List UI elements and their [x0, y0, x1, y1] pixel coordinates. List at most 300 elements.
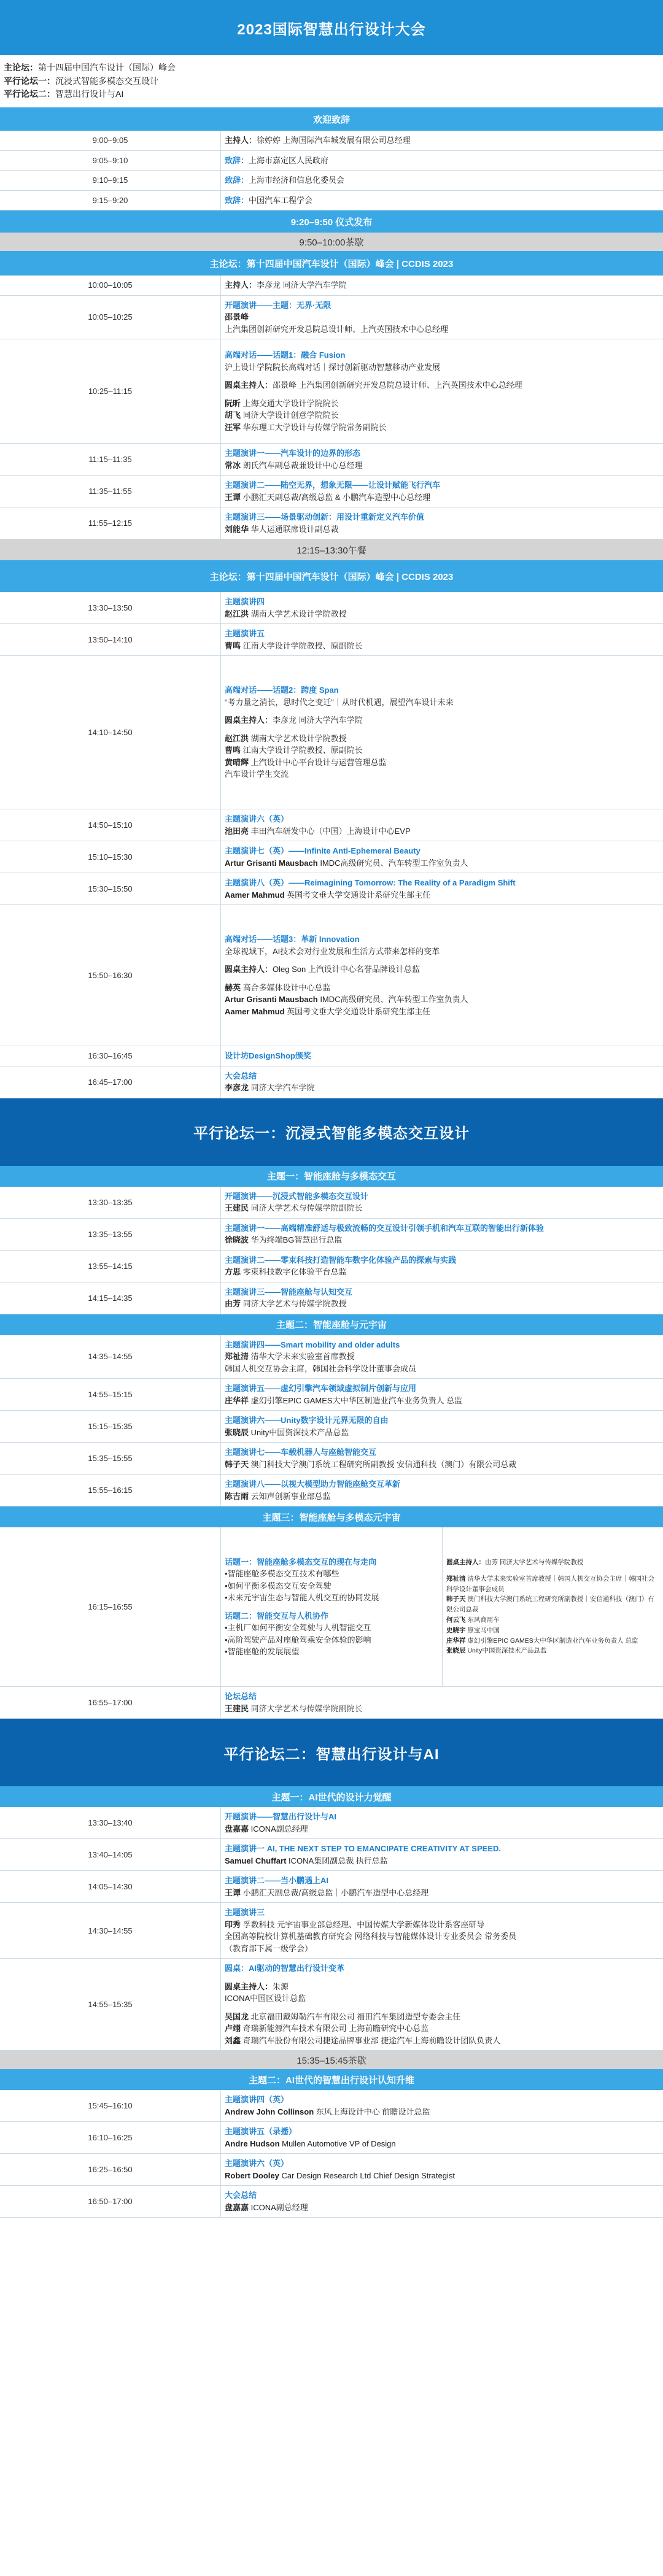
speaker-name: 胡飞 — [225, 411, 241, 420]
session-title[interactable]: 大会总结 — [225, 1071, 257, 1081]
speaker-name: 赵江洪 — [225, 609, 249, 619]
time-slot: 13:40–14:05 — [0, 1839, 221, 1870]
description-text: 由芳 同济大学艺术与传媒学院教授 — [485, 1558, 584, 1566]
session-content — [221, 1903, 663, 1958]
description-text: 澳门科技大学澳门系统工程研究所副教授 安信通科技（澳门）有限公司总裁 — [249, 1459, 517, 1469]
spacer — [446, 1568, 659, 1574]
time-slot: 14:35–14:55 — [0, 1335, 221, 1379]
content-line — [225, 714, 659, 727]
time-slot: 16:25–16:50 — [0, 2154, 221, 2185]
session-title[interactable]: 主题演讲三 — [225, 1908, 265, 1918]
content-line — [225, 1395, 659, 1407]
content-line — [225, 155, 659, 167]
speaker-name: 盘嘉嘉 — [225, 2202, 249, 2212]
session-content — [221, 276, 663, 295]
content-line — [225, 523, 659, 536]
content-line — [225, 460, 659, 472]
spacer — [225, 957, 659, 963]
session-content — [221, 656, 663, 809]
theme-header: 主题二：智能座舱与元宇宙 — [0, 1314, 663, 1335]
description-text: 华东理工大学设计与传媒学院常务副院长 — [241, 422, 387, 432]
session-content — [221, 171, 663, 190]
session-title[interactable]: 主题演讲五 — [225, 629, 265, 639]
description-text: （教育部下属一级学会） — [225, 1943, 313, 1953]
session-title[interactable]: 圆桌：AI驱动的智慧出行设计变革 — [225, 1964, 345, 1973]
speaker-name: 常冰 — [225, 460, 241, 470]
time-slot: 14:05–14:30 — [0, 1871, 221, 1902]
session-title[interactable]: 主题演讲一——高端精准舒适与极致流畅的交互设计引领手机和汽车互联的智能出行新体验 — [225, 1223, 545, 1233]
session-title[interactable]: 主题演讲三——智能座舱与认知交互 — [225, 1287, 353, 1297]
session-content — [221, 131, 663, 150]
session-title[interactable]: 高端对话——话题3：革新 Innovation — [225, 935, 360, 944]
session-title[interactable]: 主题演讲三——场景驱动创新：用设计重新定义汽车价值 — [225, 512, 425, 522]
session-content — [221, 1046, 663, 1066]
speaker-name: 庄华祥 — [446, 1637, 466, 1645]
time-slot: 13:35–13:55 — [0, 1219, 221, 1250]
agenda-row — [0, 171, 663, 191]
speaker-name: 王谭 — [225, 492, 241, 502]
description-text: 全国高等院校计算机基础教育研究会 网络科技与智能媒体设计专业委员会 常务委员 — [225, 1932, 517, 1942]
session-title[interactable]: 主题演讲四（英） — [225, 2095, 289, 2105]
content-line — [225, 696, 659, 709]
content-line — [225, 1339, 659, 1351]
session-title[interactable]: 话题二：智能交互与人机协作 — [225, 1611, 329, 1621]
speaker-name: 赵江洪 — [225, 733, 249, 743]
content-line — [225, 1962, 659, 1975]
speaker-name: 史晓宇 — [446, 1626, 466, 1634]
speaker-name: 圆桌主持人： — [225, 380, 273, 390]
session-title[interactable]: 主题演讲二——零束科技打造智能车数字化体验产品的探索与实践 — [225, 1255, 457, 1265]
speaker-name: 何云飞 — [446, 1616, 466, 1624]
speaker-name: Aamer Mahmud — [225, 1006, 285, 1016]
agenda-row — [0, 809, 663, 841]
description-text: 虚幻引擎EPIC GAMES大中华区制造业汽车业务负责人 总监 — [465, 1637, 638, 1645]
description-text: 清华大学未来实验室首席教授｜韩国人机交互协会主席｜韩国社会科学设计董事会成员 — [446, 1575, 654, 1593]
content-line — [225, 2106, 659, 2118]
content-line — [225, 1446, 659, 1459]
speaker-name: Robert Dooley — [225, 2170, 279, 2180]
content-line — [225, 1202, 659, 1214]
description-text: 奇瑞汽车股份有限公司捷途品牌事业部 捷途汽车上海前瞻设计团队负责人 — [241, 2035, 501, 2045]
content-line — [225, 1254, 659, 1267]
session-content — [221, 1527, 663, 1686]
forum-line — [4, 88, 659, 101]
description-text: 上海交通大学设计学院院长 — [241, 398, 339, 408]
content-line — [225, 1887, 659, 1899]
forum-name: 第十四届中国汽车设计（国际）峰会 — [38, 63, 176, 72]
session-title[interactable]: 话题一：智能座舱多模态交互的现在与走向 — [225, 1557, 377, 1567]
content-line — [225, 511, 659, 523]
session-content — [221, 296, 663, 339]
agenda-row — [0, 1046, 663, 1066]
content-line — [225, 1610, 438, 1622]
description-text: 丰田汽车研发中心（中国）上海设计中心EVP — [249, 826, 411, 836]
lunch-bar: 12:15–13:30午餐 — [0, 539, 663, 560]
description-text: 英国考文垂大学交通设计系研究生部主任 — [284, 890, 431, 900]
spacer — [225, 1975, 659, 1981]
content-line — [446, 1574, 659, 1595]
session-title[interactable]: 主题演讲七（英）——Infinite Anti-Ephemeral Beauty — [225, 846, 421, 856]
description-text: 原宝马中国 — [465, 1626, 500, 1634]
session-title[interactable]: 致辞： — [225, 175, 249, 185]
agenda-row — [0, 905, 663, 1046]
session-content — [221, 1219, 663, 1250]
description-text: IMDC高级研究员、汽车转型工作室负责人 — [317, 995, 468, 1005]
content-line — [446, 1594, 659, 1615]
time-slot: 15:35–15:55 — [0, 1443, 221, 1474]
content-line — [225, 379, 659, 391]
time-slot: 14:10–14:50 — [0, 656, 221, 809]
description-text: 小鹏汇天副总裁/高级总监 & 小鹏汽车造型中心总经理 — [241, 492, 431, 502]
agenda-row — [0, 476, 663, 507]
speaker-name: Andrew John Collinson — [225, 2107, 314, 2116]
description-text: 全球视域下，AI技术会对行业发展和生活方式带来怎样的变革 — [225, 946, 440, 956]
time-slot: 10:00–10:05 — [0, 276, 221, 295]
content-line — [225, 311, 659, 323]
session-title[interactable]: 主题演讲五（录播） — [225, 2127, 297, 2137]
session-content — [221, 2122, 663, 2153]
forum-line — [4, 75, 659, 88]
content-line — [225, 757, 659, 769]
agenda-row — [0, 656, 663, 809]
description-text: 李彦龙 同济大学汽车学院 — [257, 280, 347, 290]
content-line — [225, 1222, 659, 1235]
content-line — [225, 1382, 659, 1395]
description-text: 上海市嘉定区人民政府 — [249, 155, 329, 165]
session-title[interactable]: 主题演讲一 AI, THE NEXT STEP TO EMANCIPATE CREATIVITY AT SPEED. — [225, 1844, 501, 1854]
session-title[interactable]: 开题演讲——智慧出行设计与AI — [225, 1812, 337, 1822]
speaker-name: 由芳 — [225, 1299, 241, 1309]
session-title[interactable]: 主题演讲二——陆空无界，想象无限——让设计赋能飞行汽车 — [225, 480, 441, 490]
session-title[interactable]: 主题演讲八（英）——Reimagining Tomorrow: The Reality of a Paradigm Shift — [225, 878, 516, 888]
description-text: IMDC高级研究员、汽车转型工作室负责人 — [317, 858, 468, 868]
content-line — [225, 1875, 659, 1887]
session-title[interactable]: 主题演讲五——虚幻引擎汽车领域虚拟制片创新与应用 — [225, 1384, 417, 1394]
content-line — [225, 1823, 659, 1835]
speaker-name: Artur Grisanti Mausbach — [225, 995, 318, 1005]
session-title[interactable]: 开题演讲——沉浸式智能多模态交互设计 — [225, 1191, 369, 1201]
speaker-name: Aamer Mahmud — [225, 890, 285, 900]
session-content — [221, 809, 663, 841]
content-line — [225, 1691, 659, 1703]
description-text: •高阶驾驶产品对座舱驾乘安全体验的影响 — [225, 1635, 371, 1645]
session-content — [221, 1871, 663, 1902]
session-title[interactable]: 主题演讲七——车载机器人与座舱智能交互 — [225, 1448, 377, 1457]
agenda-row — [0, 276, 663, 296]
spacer — [225, 2005, 659, 2011]
time-slot: 16:45–17:00 — [0, 1066, 221, 1098]
agenda-row — [0, 1839, 663, 1871]
content-line — [225, 982, 659, 994]
description-text: 上汽集团创新研究开发总院总设计师、上汽英国技术中心总经理 — [225, 324, 449, 334]
content-line — [446, 1636, 659, 1646]
content-line — [225, 1930, 659, 1943]
description-text: •智能座舱多模态交互技术有哪些 — [225, 1569, 339, 1579]
content-line — [225, 813, 659, 825]
content-line — [225, 1050, 659, 1062]
description-text: 同济大学设计创意学院院长 — [241, 411, 339, 420]
description-text: •未来元宇宙生态与智能人机交互的协同发展 — [225, 1593, 379, 1603]
description-text: 朗氏汽车副总裁兼设计中心总经理 — [241, 460, 363, 470]
time-slot: 15:55–16:15 — [0, 1475, 221, 1506]
agenda-row — [0, 1443, 663, 1475]
agenda-row — [0, 1411, 663, 1443]
theme-header: 主题一：智能座舱与多模态交互 — [0, 1166, 663, 1187]
forum-line — [4, 61, 659, 75]
speaker-name: 王建民 — [225, 1203, 249, 1213]
time-slot: 14:30–14:55 — [0, 1903, 221, 1958]
session-title[interactable]: 主题演讲六——Unity数字设计元界无限的自由 — [225, 1416, 389, 1425]
content-line — [225, 1006, 659, 1018]
content-line — [225, 1556, 438, 1568]
agenda-row — [0, 151, 663, 171]
theme-header: 主题一：AI世代的设计力觉醒 — [0, 1786, 663, 1807]
content-line — [225, 1843, 659, 1855]
speaker-name: 王谭 — [225, 1888, 241, 1897]
speaker-name: 曹鸣 — [225, 641, 241, 650]
description-text: 湖南大学艺术设计学院教授 — [249, 733, 347, 743]
session-content — [221, 1251, 663, 1282]
speaker-name: 汪军 — [225, 422, 241, 432]
content-line — [225, 993, 659, 1006]
description-text: 清华大学未来实验室首席教授 — [249, 1352, 355, 1362]
content-line — [225, 1592, 438, 1604]
session-title[interactable]: 主题演讲六（英） — [225, 2159, 289, 2169]
ceremony-bar: 9:20–9:50 仪式发布 — [0, 210, 663, 233]
content-line — [225, 422, 659, 434]
description-text: 同济大学汽车学院 — [249, 1083, 315, 1093]
session-title[interactable]: 主题演讲八——以视大模型助力智能座舱交互革新 — [225, 1479, 401, 1489]
description-text: 同济大学艺术与传媒学院副院长 — [249, 1703, 363, 1713]
content-line — [225, 479, 659, 492]
session-content — [221, 1839, 663, 1870]
description-text: 沪上设计学院院长高端对话｜探讨创新驱动智慧移动产业发展 — [225, 362, 441, 372]
session-title[interactable]: 主题演讲四——Smart mobility and older adults — [225, 1340, 400, 1349]
speaker-name: 盘嘉嘉 — [225, 1824, 249, 1834]
time-slot: 11:15–11:35 — [0, 444, 221, 475]
agenda-row — [0, 2122, 663, 2154]
content-line — [225, 933, 659, 946]
agenda-row — [0, 131, 663, 151]
content-line — [225, 1646, 438, 1658]
panel-guests — [442, 1527, 663, 1686]
section-header-welcome: 欢迎致辞 — [0, 107, 663, 131]
speaker-name: 曹鸣 — [225, 746, 241, 755]
time-slot: 9:10–9:15 — [0, 171, 221, 190]
agenda-row — [0, 1807, 663, 1839]
session-title[interactable]: 主题演讲二——当小鹏遇上AI — [225, 1876, 329, 1886]
speaker-name: 印秀 — [225, 1919, 241, 1929]
session-title[interactable]: 致辞： — [225, 155, 249, 165]
agenda-row — [0, 1219, 663, 1251]
description-text: 虚幻引擎EPIC GAMES大中华区制造业汽车业务负责人 总监 — [249, 1395, 463, 1405]
description-text: Unity中国资深技术产品总监 — [465, 1647, 547, 1655]
agenda-row — [0, 2154, 663, 2186]
description-text: 汽车设计学生交流 — [225, 769, 289, 779]
content-line — [225, 279, 659, 291]
session-title[interactable]: 主题演讲四 — [225, 597, 265, 607]
content-line — [225, 1855, 659, 1867]
speaker-name: 方思 — [225, 1267, 241, 1277]
time-slot: 15:45–16:10 — [0, 2090, 221, 2121]
session-content — [221, 2154, 663, 2185]
content-line — [225, 134, 659, 147]
content-line — [225, 1459, 659, 1471]
session-content — [221, 1687, 663, 1718]
session-title[interactable]: 高端对话——话题1：融合 Fusion — [225, 350, 346, 360]
content-line — [446, 1615, 659, 1625]
time-slot: 16:30–16:45 — [0, 1046, 221, 1066]
content-line — [225, 1580, 438, 1592]
description-text: 徐婷婷 上海国际汽车城发展有限公司总经理 — [257, 136, 411, 145]
session-content — [221, 151, 663, 171]
content-line — [225, 1082, 659, 1094]
content-line — [225, 857, 659, 870]
time-slot: 9:05–9:10 — [0, 151, 221, 171]
spacer — [225, 727, 659, 733]
content-line — [225, 640, 659, 652]
forum-label: 平行论坛二： — [4, 89, 55, 99]
section-header-parallel-1: 平行论坛一：沉浸式智能多模态交互设计 — [0, 1098, 663, 1166]
description-text: Unity中国资深技术产品总监 — [249, 1427, 349, 1437]
session-title[interactable]: 主题演讲六（英） — [225, 814, 289, 824]
content-line — [225, 2202, 659, 2214]
content-line — [225, 1919, 659, 1931]
speaker-name: 郑祉清 — [225, 1352, 249, 1362]
section-header-main-forum: 主论坛：第十四届中国汽车设计（国际）峰会 | CCDIS 2023 — [0, 251, 663, 276]
session-title[interactable]: 论坛总结 — [225, 1692, 257, 1702]
time-slot: 11:35–11:55 — [0, 476, 221, 507]
content-line — [225, 1634, 438, 1646]
description-text: 江南大学设计学院教授、原副院长 — [241, 746, 363, 755]
content-line — [225, 684, 659, 696]
session-title[interactable]: 主题演讲一——汽车设计的边界的形态 — [225, 449, 361, 458]
session-content — [221, 624, 663, 655]
content-line — [225, 1943, 659, 1955]
session-title[interactable]: 大会总结 — [225, 2191, 257, 2200]
description-text: “考力量之消长，思时代之变迁”｜从时代机遇，展望汽车设计未来 — [225, 697, 454, 707]
content-line — [225, 2023, 659, 2035]
content-line — [225, 1234, 659, 1246]
description-text: 华人运通联席设计副总裁 — [249, 524, 339, 534]
theme-header: 主题二：AI世代的智慧出行设计认知升维 — [0, 2069, 663, 2090]
time-slot: 13:55–14:15 — [0, 1251, 221, 1282]
content-line — [225, 946, 659, 958]
spacer — [225, 373, 659, 379]
speaker-name: 王建民 — [225, 1703, 249, 1713]
content-line — [225, 398, 659, 410]
agenda-row — [0, 624, 663, 656]
agenda-row — [0, 2090, 663, 2122]
content-line — [225, 2094, 659, 2106]
description-text: 韩国人机交互协会主席，韩国社会科学设计董事会成员 — [225, 1363, 417, 1373]
time-slot: 14:50–15:10 — [0, 809, 221, 841]
time-slot: 11:55–12:15 — [0, 507, 221, 539]
content-line — [225, 349, 659, 361]
speaker-name: 韩子天 — [225, 1459, 249, 1469]
session-content — [221, 1959, 663, 2050]
time-slot: 13:30–13:50 — [0, 592, 221, 623]
description-text: 零束科技数字化体验平台总监 — [241, 1267, 347, 1277]
description-text: 东风上海设计中心 前瞻设计总监 — [314, 2107, 430, 2116]
content-line — [225, 2189, 659, 2202]
speaker-name: 庄华祥 — [225, 1395, 249, 1405]
agenda-row — [0, 1475, 663, 1506]
time-slot: 13:50–14:10 — [0, 624, 221, 655]
content-line — [225, 447, 659, 460]
speaker-name: 陈吉雨 — [225, 1491, 249, 1501]
time-slot: 15:15–15:35 — [0, 1411, 221, 1442]
time-slot: 14:15–14:35 — [0, 1282, 221, 1314]
time-slot: 15:30–15:50 — [0, 873, 221, 904]
speaker-name: Artur Grisanti Mausbach — [225, 858, 318, 868]
description-text: •如何平衡多模态交互安全驾驶 — [225, 1581, 332, 1591]
content-line — [225, 596, 659, 608]
description-text: 东风商用车 — [465, 1616, 500, 1624]
speaker-name: 圆桌主持人： — [225, 1981, 273, 1991]
section-header-parallel-2: 平行论坛二：智慧出行设计与AI — [0, 1719, 663, 1786]
content-line — [225, 492, 659, 504]
session-content — [221, 507, 663, 539]
agenda-row — [0, 507, 663, 539]
time-slot: 16:15–16:55 — [0, 1527, 221, 1686]
description-text: •主机厂如何平衡安全驾驶与人机智能交互 — [225, 1623, 371, 1633]
session-content — [221, 1282, 663, 1314]
speaker-name: 韩子天 — [446, 1595, 466, 1603]
content-line — [225, 877, 659, 889]
speaker-name: 卢翊 — [225, 2024, 241, 2034]
content-line — [446, 1557, 659, 1568]
session-title[interactable]: 设计坊DesignShop颁奖 — [225, 1051, 311, 1061]
description-text: 中国汽车工程学会 — [249, 195, 313, 205]
content-line — [225, 889, 659, 901]
description-text: 奇瑞新能源汽车技术有限公司 上海前瞻研究中心总监 — [241, 2024, 429, 2034]
speaker-name: Andre Hudson — [225, 2138, 280, 2148]
tea-break-bar: 9:50–10:00茶歇 — [0, 233, 663, 251]
content-line — [225, 768, 659, 781]
session-content — [221, 1379, 663, 1410]
content-line — [446, 1625, 659, 1636]
agenda-row — [0, 1959, 663, 2051]
speaker-name: 主持人： — [225, 280, 257, 290]
speaker-name: 刘鑫 — [225, 2035, 241, 2045]
content-line — [225, 1811, 659, 1823]
content-line — [225, 733, 659, 745]
description-text: 同济大学艺术与传媒学院副院长 — [249, 1203, 363, 1213]
session-title[interactable]: 高端对话——话题2：跨度 Span — [225, 685, 339, 695]
agenda-row — [0, 1066, 663, 1098]
agenda-row — [0, 339, 663, 444]
speaker-name: 刘能华 — [225, 524, 249, 534]
content-line — [225, 2126, 659, 2138]
forum-label: 平行论坛一： — [4, 75, 55, 86]
time-slot: 15:10–15:30 — [0, 841, 221, 873]
session-content — [221, 905, 663, 1046]
spacer — [225, 708, 659, 714]
session-content — [221, 1443, 663, 1474]
session-title[interactable]: 致辞： — [225, 195, 249, 205]
session-title[interactable]: 开题演讲——主题：无界·无限 — [225, 300, 332, 310]
agenda-row — [0, 1282, 663, 1314]
forum-intro — [0, 55, 663, 107]
panel-topics — [221, 1527, 442, 1686]
agenda-row — [0, 1251, 663, 1282]
agenda-row — [0, 1903, 663, 1959]
speaker-name: 李彦龙 — [225, 1083, 249, 1093]
agenda-row — [0, 1335, 663, 1379]
content-line — [225, 1490, 659, 1503]
speaker-name: 圆桌主持人： — [225, 715, 273, 725]
